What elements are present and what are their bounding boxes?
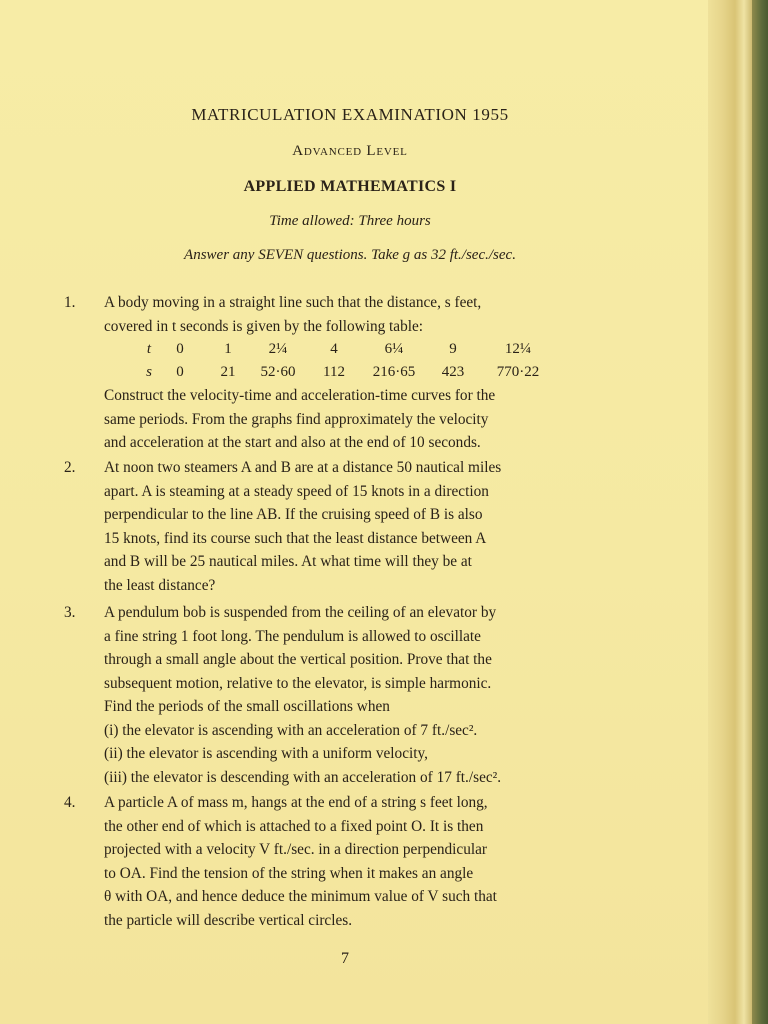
question-line: A pendulum bob is suspended from the ceiling of an elevator by [104,604,497,621]
instructions: Answer any SEVEN questions. Take g as 32 ft./sec./sec. [184,247,516,263]
table-cell: 12¼ [504,341,532,357]
question-line: covered in t seconds is given by the following table: [104,317,424,335]
table-row-label: t [146,341,152,357]
table-cell: 6¼ [384,341,404,357]
question-line: and acceleration at the start and also at the end of 10 seconds. [104,434,481,451]
page-number: 7 [341,950,349,967]
table-row-s [104,364,624,386]
question-number: 4. [64,794,76,811]
question-line: 15 knots, find its course such that the least distance between A [104,529,487,547]
book-cover-edge [752,0,768,1024]
question-line: same periods. From the graphs find approximately the velocity [104,410,489,428]
question-line: projected with a velocity V ft./sec. in a direction perpendicular [104,841,487,858]
question-line: apart. A is steaming at a steady speed of 15 knots in a direction [104,482,489,500]
question-number: 3. [64,604,76,621]
table-cell: 112 [323,364,345,380]
table-row-label: s [146,364,152,380]
question-text [104,791,630,932]
question-line: the particle will describe vertical circles. [104,911,353,929]
question-line: the other end of which is attached to a fixed point O. It is then [104,817,484,835]
table-cell: 21 [220,364,236,380]
question-line: perpendicular to the line AB. If the cruising speed of B is also [104,506,483,523]
table-cell: 4 [330,341,338,357]
question-line: subsequent motion, relative to the elevator, is simple harmonic. [104,674,492,692]
table-cell: 52·60 [260,364,296,380]
question-line: θ with OA, and hence deduce the minimum value of V such that [104,888,497,905]
question-line: Construct the velocity-time and acceleration-time curves for the [104,387,496,404]
question-line: (ii) the elevator is ascending with a uniform velocity, [104,745,428,762]
question-text [104,384,630,455]
table-cell: 2¼ [268,341,288,357]
exam-subject: APPLIED MATHEMATICS I [243,178,457,195]
table-cell: 1 [224,341,232,357]
question-text [104,456,630,597]
question-number: 2. [64,459,76,476]
question-line: At noon two steamers A and B are at a distance 50 nautical miles [104,459,502,476]
time-allowed: Time allowed: Three hours [269,213,431,229]
table-cell: 9 [449,341,457,357]
question-line: the least distance? [104,576,216,594]
question-line: A particle A of mass m, hangs at the end of a string s feet long, [104,794,488,811]
table-cell: 216·65 [372,364,416,380]
table-cell: 423 [441,364,465,380]
question-line: a fine string 1 foot long. The pendulum is allowed to oscillate [104,627,481,645]
table-cell: 770·22 [496,364,540,380]
question-line: (i) the elevator is ascending with an acceleration of 7 ft./sec². [104,721,478,739]
question-line: (iii) the elevator is descending with an acceleration of 17 ft./sec². [104,768,502,786]
question-number: 1. [64,294,76,311]
table-cell: 0 [176,364,184,380]
exam-level: Advanced Level [292,143,408,159]
question-line: Find the periods of the small oscillations when [104,698,390,715]
question-text [104,601,630,789]
question-line: and B will be 25 nautical miles. At what time will they be at [104,553,472,570]
exam-title: MATRICULATION EXAMINATION 1955 [191,105,509,124]
question-line: A body moving in a straight line such that the distance, s feet, [104,294,482,311]
question-text [104,291,630,338]
table-row-t [104,341,624,363]
question-line: through a small angle about the vertical position. Prove that the [104,651,492,668]
question-line: to OA. Find the tension of the string when it makes an angle [104,864,474,882]
table-cell: 0 [176,341,184,357]
